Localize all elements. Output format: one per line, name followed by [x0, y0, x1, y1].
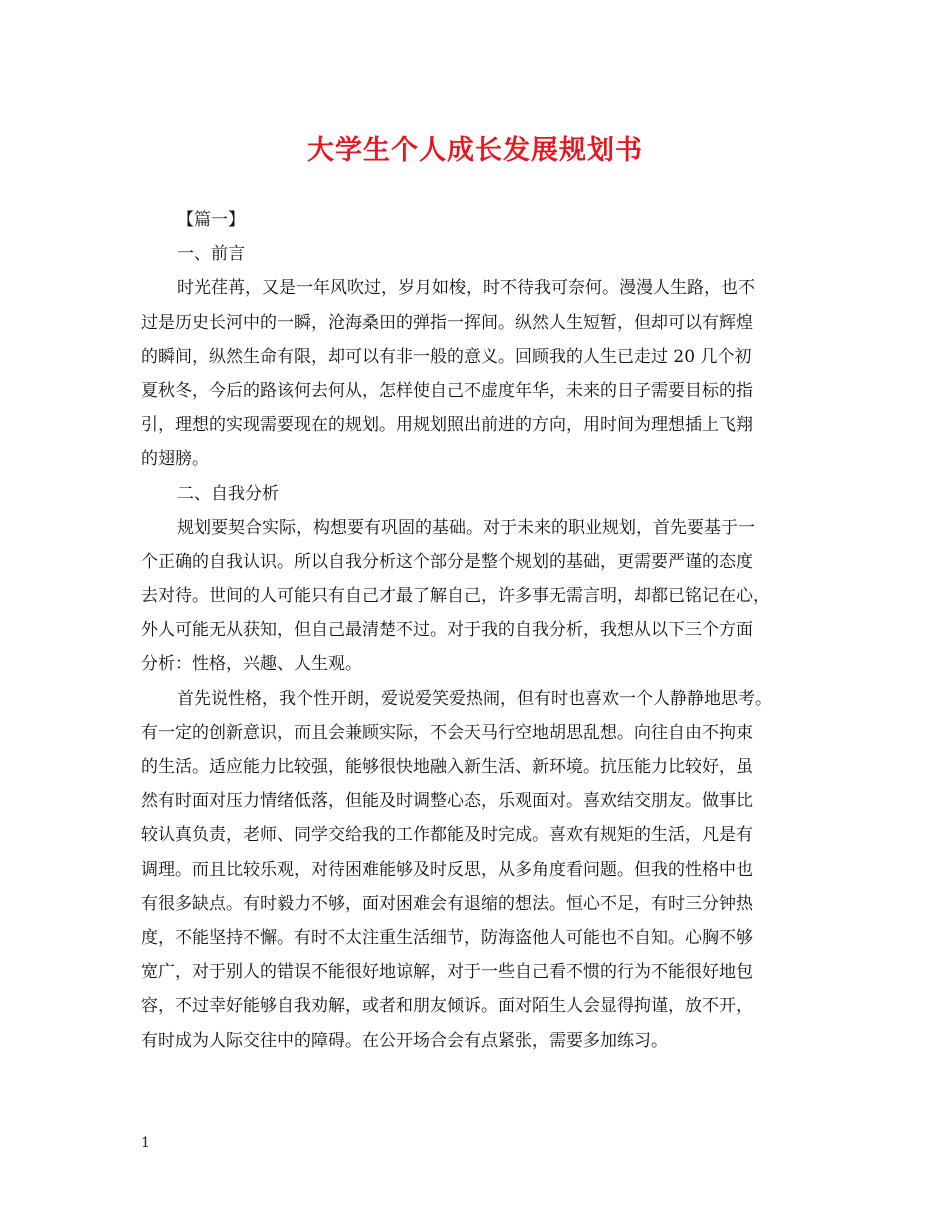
text-line: 引，理想的实现需要现在的规划。用规划照出前进的方向，用时间为理想插上飞翔 [141, 415, 753, 436]
text-line: 二、自我分析 [177, 483, 279, 504]
text-line: 宽广，对于别人的错误不能很好地谅解，对于一些自己看不惯的行为不能很好地包 [141, 962, 753, 983]
text-line: 一、前言 [177, 244, 245, 265]
text-line: 规划要契合实际，构想要有巩固的基础。对于未来的职业规划，首先要基于一 [177, 517, 755, 538]
text-line: 的翅膀。 [141, 449, 209, 470]
text-line: 外人可能无从获知，但自己最清楚不过。对于我的自我分析，我想从以下三个方面 [141, 620, 753, 641]
text-line: 有时成为人际交往中的障碍。在公开场合会有点紧张，需要多加练习。 [141, 1030, 668, 1051]
text-line: 去对待。世间的人可能只有自己才最了解自己，许多事无需言明，却都已铭记在心， [141, 586, 770, 607]
text-line: 度，不能坚持不懈。有时不太注重生活细节，防海盗他人可能也不自知。心胸不够 [141, 927, 753, 948]
text-line: 过是历史长河中的一瞬，沧海桑田的弹指一挥间。纵然人生短暂，但却可以有辉煌 [141, 312, 753, 333]
text-line: 的瞬间，纵然生命有限，却可以有非一般的意义。回顾我的人生已走过 20 几个初 [141, 346, 752, 367]
text-line: 个正确的自我认识。所以自我分析这个部分是整个规划的基础，更需要严谨的态度 [141, 551, 753, 572]
text-line: 分析：性格，兴趣、人生观。 [141, 654, 362, 675]
text-line: 首先说性格，我个性开朗，爱说爱笑爱热闹，但有时也喜欢一个人静静地思考。 [177, 688, 772, 709]
text-line: 容，不过幸好能够自我劝解，或者和朋友倾诉。面对陌生人会显得拘谨，放不开， [141, 996, 753, 1017]
text-line: 有很多缺点。有时毅力不够，面对困难会有退缩的想法。恒心不足，有时三分钟热 [141, 893, 753, 914]
text-line: 【篇一】 [177, 210, 245, 230]
text-line: 的生活。适应能力比较强，能够很快地融入新生活、新环境。抗压能力比较好，虽 [141, 757, 753, 777]
text-line: 夏秋冬，今后的路该何去何从，怎样使自己不虚度年华，未来的日子需要目标的指 [141, 380, 753, 401]
text-line: 有一定的创新意识，而且会兼顾实际，不会天马行空地胡思乱想。向往自由不拘束 [141, 722, 753, 743]
text-line: 较认真负责，老师、同学交给我的工作都能及时完成。喜欢有规矩的生活，凡是有 [141, 825, 753, 846]
document-body [141, 203, 811, 1058]
page-number: 1 [141, 1135, 150, 1151]
text-line: 调理。而且比较乐观，对待困难能够及时反思，从多角度看问题。但我的性格中也 [141, 859, 753, 880]
text-line: 然有时面对压力情绪低落，但能及时调整心态，乐观面对。喜欢结交朋友。做事比 [141, 791, 753, 812]
page-title: 大学生个人成长发展规划书 [307, 135, 643, 166]
text-line: 时光荏苒，又是一年风吹过，岁月如梭，时不待我可奈何。漫漫人生路，也不 [177, 278, 755, 299]
